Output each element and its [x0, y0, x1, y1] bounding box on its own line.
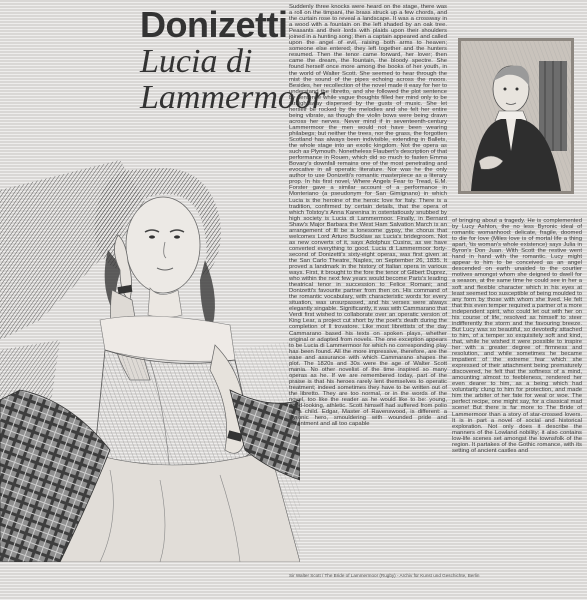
lucia-engraving	[0, 150, 300, 562]
article-column-1: Suddenly three knocks were heard on the stage, there was a roll on the timpani, the brass struck up a few chords, and the curtain rose to reveal a landscape. It was a crossway in a wood with a fountain on the left shaded by an oak tree. Peasants and their lords with plaids upon their shoulders joined in a hunting song; then a captain appeared and called upon the angel of evil, raising both arms to heaven; someone else entered; they left together and the hunters resumed. Then the tenor came forward, her lover; then came the dream, the fountain, the bloody spectre. She found herself once more among the books of her youth, in the world of Walter Scott. She seemed to hear through the mist the sound of the pipes echoing across the moors. Besides, her recollection of the novel made it easy for her to understand the libretto, and she followed the plot sentence by sentence while vague thoughts filled her mind only to be straightaway dispersed by the gusts of music. She let herself be rocked by the melodies and she felt her entire being vibrate, as though the violin bows were being drawn across her nerves. Never mind if in seventeenth-century Lammermoor the men would not have been wearing philabegs; but neither the trees, nor the grass, the forgotten Scotland has always been indivisible, extending in Ballets, the whole stage into an exotic kingdom. Not the opera as such as Plymouth. Nonetheless Flaubert's description of that performance in Rouen, which did so much to fasten Emma Bovary's downfall remains one of the most penetrating and evocative in all operatic literature. Nor was he the only author to use Donizetti's romantic masterpiece as a literary prop. In his first novel, Where Angels Fear to Tread, E.M. Forster gave a similar account of a performance in Monteriano (a pseudonym for San Gimignano) in which Lucia is the heroine of the heroic love for Italy. There is a tradition, confirmed by certain details, that the opera of which Tolstoy's Anna Karenina in ostentatiously snubbed by high society is Lucia di Lammermoor. Finally, in Bernard Shaw's Major Barbara the West Ham Salvation March is an arrangement of Ill be a lonesome gypsy, the chorus that welcomes Lord Arturo Bucklaw as Lucia's bridegroom. Not as new converts of it, says Adolphus Cusins, as we have converted everything to good. Lucia di Lammermoor forty-second of Donizetti's sixty-eight operas, was first given at the San Carlo Theatre, Naples, on September 26, 1835. It proved a landmark in the history of Italian opera in various ways. First, it brought to the fore the tenor of Gilbert Duprez, who within the next few years would become Paris's leading theatrical tenor in succession to Felice Romani; and Donizetti's favourite partner from then on. His command of the romantic vocabulary, with characteristic words for every situation, was unsurpassed, and his verses were always elegantly singable. Significantly, it was with Cammarano that Verdi first wished to collaborate over an operatic version of King Lear, a project cut short by the poet's death during the completion of Il trovatore. Like most librettists of the day Cammarano based his texts on spoken plays, whether original or adapted from novels. The one exception appears to be Lucia di Lammermoor for which no corresponding play has been found. All the more impressive, therefore, are the ease and assurance with which Cammarano shapes the plot. The 1820s and 30s were the age of Walter Scott mania. No other novelist of the time inspired so many operas as he. If we are remembered today, part of the praise is that his heroes rarely lent themselves to operatic treatment; indeed sometimes they have to be written out of the libretto. They are too normal, or in the words of the novel, too like the reader as he would like to be: young, good-looking, athletic. Scott himself had suffered from polio as a child. Edgar, Master of Ravenswood, is different: a Byronic hero, smouldering with wounded pride and resentment and all too capable	[289, 4, 447, 428]
image-caption: Sir Walter Scott / The Bride of Lammermoor (Rugby) - Archiv für Kunst und Geschichte, Berlin	[289, 573, 480, 578]
article-column-2: of bringing about a tragedy. He is complemented by Lucy Ashton, the no less Byronic ideal of romantic womanhood: delicate, fragile, doomed to die for love (Miles love is of mortal life a thing apart, 'tis woman's whole existence) says Julia in Byron's Don Juan. With Scott the restive went hand in hand with the romantic. Lucy might appear to him to be conceived as an angel descended on earth unaided to the courtier motives amongst whom she deigned to dwell for a season, at the same time he could see in her a soft and flexible character which in his eyes at least seemed too susceptible of being moulded to any form by those with whom she lived. He felt that this even temper required a partner of a more independent spirit, who could let out with her on his course of life, resolved as himself to steer indifferently the storm and the favouring breeze. But Lucy was so beautiful, so devotedly attached to him, of a temper so exquisitely soft and kind, that, while he wished it were possible to inspire her with a greater degree of firmness and resolution, and while sometimes he became impatient of the extreme fear which she expressed of their attachment being prematurely discovered, he felt that the softness of a mind, amounting almost to feebleness, rendered her even dearer to him, as a being which had voluntarily clung to him for protection, and made him the arbiter of her fate for weal or woe. The perfect recipe, one might say, for a classical mad scene! But there is far more to The Bride of Lammermoor than a story of star-crossed lovers. It is in part a novel of social and historical exploration. Not only does it describe the manners of the Lowland nobility; it also contains low-life scenes set amongst the townsfolk of the region. It partakes of the Gothic romance, with its setting of ancient castles and	[452, 218, 582, 454]
walter-scott-portrait-image	[461, 41, 571, 191]
opera-title-line-1: Lucia di	[140, 43, 253, 80]
lucia-engraving-image	[0, 150, 300, 562]
composer-name: Donizetti	[140, 4, 288, 45]
title-block	[140, 4, 326, 116]
opera-title-line-2: Lammermoor	[140, 79, 326, 116]
walter-scott-portrait	[458, 38, 574, 194]
